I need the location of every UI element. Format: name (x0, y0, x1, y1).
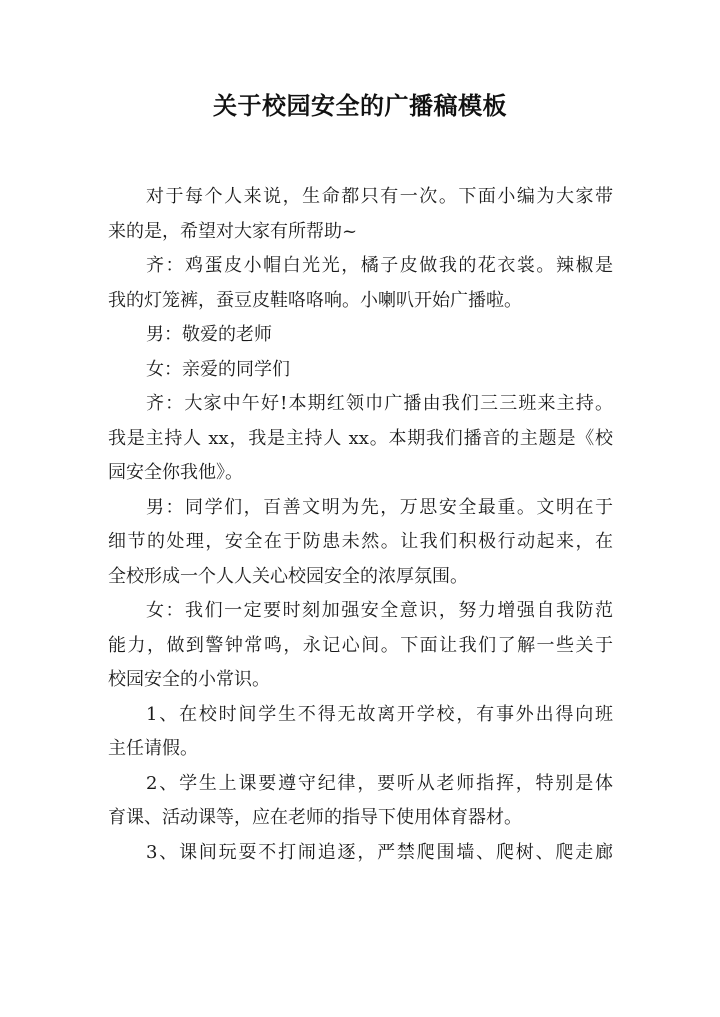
paragraph-male-greeting (108, 318, 613, 353)
paragraph-male-speech (108, 491, 613, 595)
paragraph-chorus-intro (108, 387, 613, 491)
paragraph-intro (108, 180, 613, 249)
text-line: 男：敬爱的老师 (146, 324, 272, 345)
paragraph-rule-2 (108, 767, 613, 836)
text-line: 育课、活动课等，应在老师的指导下使用体育器材。 (108, 807, 522, 828)
paragraph-opening-chorus (108, 249, 613, 318)
paragraph-female-greeting (108, 353, 613, 388)
text-line: 3、课间玩耍不打闹追逐，严禁爬围墙、爬树、爬走廊 (146, 841, 613, 863)
text-line: 我是主持人 xx，我是主持人 xx。本期我们播音的主题是《校 (108, 427, 613, 449)
text-line: 细节的处理，安全在于防患未然。让我们积极行动起来，在 (108, 531, 613, 552)
text-line: 齐：大家中午好!本期红领巾广播由我们三三班来主持。 (146, 393, 613, 414)
text-line: 2、学生上课要遵守纪律，要听从老师指挥，特别是体 (146, 772, 613, 794)
paragraph-rule-1 (108, 698, 613, 767)
text-line: 全校形成一个人人关心校园安全的浓厚氛围。 (108, 565, 468, 587)
paragraph-rule-3 (108, 836, 613, 871)
text-line: 女：亲爱的同学们 (146, 358, 290, 380)
text-line: 校园安全的小常识。 (108, 669, 270, 690)
text-line: 主任请假。 (108, 738, 198, 759)
text-line: 男：同学们，百善文明为先，万思安全最重。文明在于 (146, 496, 613, 518)
document-title: 关于校园安全的广播稿模板 (213, 91, 507, 120)
text-line: 来的是，希望对大家有所帮助~ (108, 220, 358, 242)
text-line: 我的灯笼裤，蚕豆皮鞋咯咯响。小喇叭开始广播啦。 (108, 289, 522, 311)
text-line: 1、在校时间学生不得无故离开学校，有事外出得向班 (146, 703, 613, 725)
text-line: 齐：鸡蛋皮小帽白光光，橘子皮做我的花衣裳。辣椒是 (146, 255, 613, 276)
document-body (108, 180, 613, 870)
text-line: 园安全你我他》。 (108, 462, 243, 483)
text-line: 女：我们一定要时刻加强安全意识，努力增强自我防范 (146, 600, 613, 621)
paragraph-female-speech (108, 594, 613, 698)
text-line: 对于每个人来说，生命都只有一次。下面小编为大家带 (146, 186, 613, 207)
text-line: 能力，做到警钟常鸣，永记心间。下面让我们了解一些关于 (108, 634, 613, 656)
